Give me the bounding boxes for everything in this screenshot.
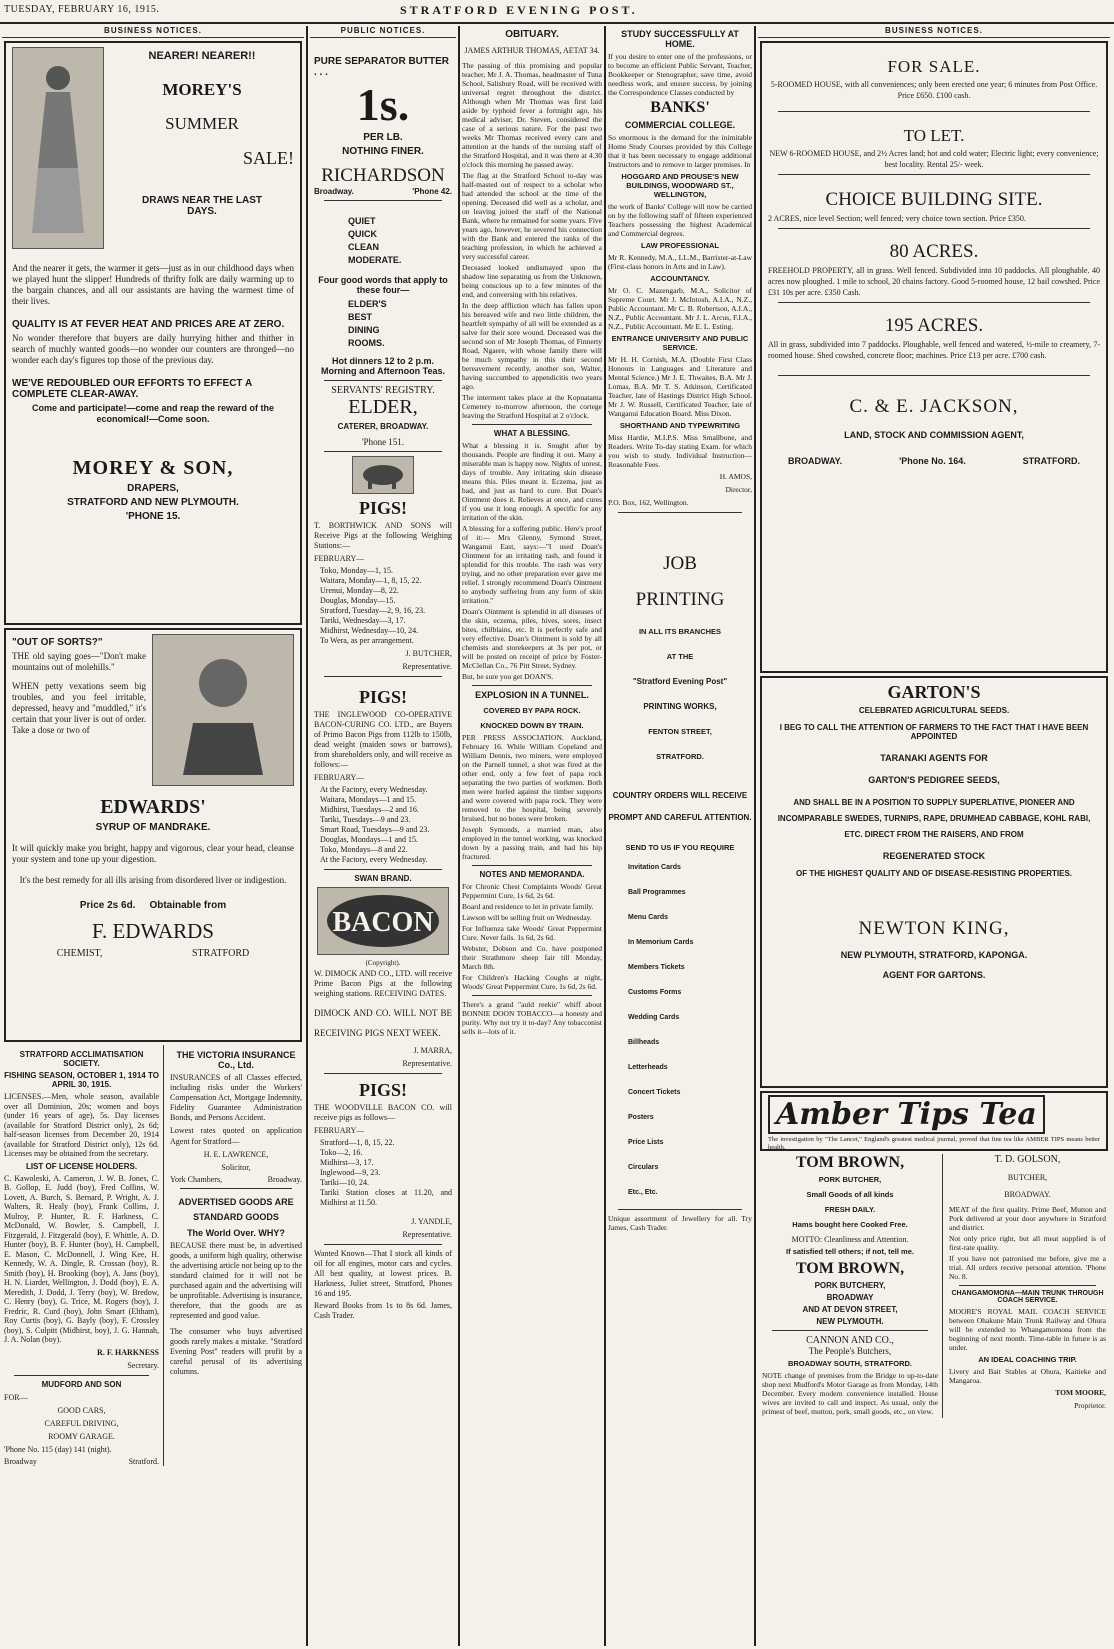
morey-draws: DRAWS NEAR THE LAST DAYS. — [142, 195, 262, 217]
column-divider — [306, 26, 308, 1646]
job-item: In Memorium Cards — [628, 939, 694, 946]
jackson-address-2: STRATFORD. — [1022, 456, 1080, 466]
study-address: P.O. Box, 162, Wellington. — [608, 498, 689, 507]
golson-heading: T. D. GOLSON, — [994, 1154, 1061, 1165]
elder-hot-dinners: Hot dinners 12 to 2 p.m. Morning and Afternoon Teas. — [321, 356, 445, 376]
borthwick-signatory: J. BUTCHER, — [405, 649, 452, 658]
schedule-row: Toko, Monday—1, 15. — [320, 566, 393, 575]
inglewood-schedule — [314, 785, 452, 865]
mudford-line-2: CAREFUL DRIVING, — [44, 1418, 119, 1428]
banks-name: BANKS' — [650, 99, 710, 116]
schedule-row: Inglewood—9, 23. — [320, 1168, 381, 1177]
to-let-heading: TO LET. — [903, 126, 965, 145]
mudford-line-1: GOOD CARS, — [57, 1405, 106, 1415]
schedule-row: Toko—2, 16. — [320, 1148, 363, 1157]
newton-king-agent: AGENT FOR GARTONS. — [882, 970, 986, 980]
study-new-buildings: HOGGARD AND PROUSE'S NEW BUILDINGS, WOODWARD ST., WELLINGTON, — [621, 172, 739, 199]
accountancy-staff: Mr O. C. Mazengarb, M.A., Solicitor of Supreme Court. Mr J. McIntosh, A.I.A., N.Z., Public Accountant. Mr C. B. Robertson, A.I.A., N.Z., Public Accountant. Mr J. L. Arcus, F.I.A., N.Z., Public Accountant. Mr E. L. Esting. — [608, 286, 752, 331]
garton-advert — [760, 676, 1108, 1088]
morey-firm: MOREY & SON, — [72, 457, 234, 479]
job-item: Ball Programmes — [628, 889, 686, 896]
elder-qualities — [314, 215, 452, 267]
coach-signatory: TOM MOORE, — [1055, 1388, 1106, 1397]
coach-role: Proprietor. — [1074, 1401, 1106, 1410]
edwards-paragraph-1: THE old saying goes—"Don't make mountains out of molehills." — [12, 651, 146, 672]
morey-title-3: SALE! — [243, 148, 294, 168]
section-header: PUBLIC NOTICES. — [310, 26, 456, 38]
elder-rooms-line: ELDER'S — [348, 299, 387, 309]
tom-brown-trade: PORK BUTCHER, — [818, 1175, 882, 1184]
schedule-row: Urenui, Monday—8, 22. — [320, 586, 399, 595]
schedule-row: At the Factory, every Wednesday. — [320, 785, 428, 794]
column-public-notices — [310, 26, 456, 1646]
column-divider — [604, 26, 606, 1646]
amber-tips-advert — [760, 1091, 1108, 1151]
pigs-heading-2: PIGS! — [358, 687, 407, 707]
victoria-address-2: Broadway. — [267, 1175, 302, 1184]
study-signatory: H. AMOS, — [719, 472, 752, 481]
victoria-agent: H. E. LAWRENCE, — [203, 1150, 269, 1159]
schedule-row: Tariki—10, 24. — [320, 1178, 369, 1187]
advertised-goods-paragraph-2: The consumer who buys advertised goods rarely makes a mistake. "Stratford Evening Post" readers will profit by a careful perusal of its advertising columns. — [170, 1327, 302, 1376]
edwards-tag: "OUT OF SORTS?" — [12, 637, 103, 648]
edwards-town: STRATFORD — [191, 948, 250, 959]
woodville-signatory: J. YANDLE, — [411, 1217, 452, 1226]
bacon-copyright: (Copyright). — [365, 959, 401, 967]
victoria-paragraph-2: Lowest rates quoted on application Agent for Stratford— — [170, 1126, 302, 1146]
edwards-paragraph-4: It's the best remedy for all ills arising from disordered liver or indigestion. — [19, 875, 287, 885]
obituary-paragraph-4: In the deep affliction which has fallen upon his bereaved wife and two little children, the heartfelt sympathy of all will be extended as a salve for their sore wound. Deceased was the second son of Mr Joseph Thomas, of Finnerty Road, Ngaere, with whose family there will be much sympathy in this their second bereavement recently, another son, Walter, having succumbed to appendicitis two years ago. — [462, 301, 602, 391]
victoria-address-1: York Chambers, — [170, 1175, 223, 1184]
blessing-paragraph-1: What a blessing it is. Sought after by thousands. People are finding it out. Many a miserable man is happy now. Nights of unrest, days of trouble. Any irritating skin disease means this. Piles meant it. Eczema, just as bad, and just as hard to cure. But Doan's Ointment does it. Relieves at once, and cures if you use it long enough. A specific for any irritation of the skin. — [462, 441, 602, 522]
schedule-row: Tariki Station closes at 11.20, and Midhirst at 11.50. — [320, 1188, 452, 1207]
schedule-row: Smart Road, Tuesdays—9 and 23. — [320, 825, 430, 834]
morey-title-2: SUMMER — [165, 114, 239, 133]
job-item: Circulars — [628, 1164, 659, 1171]
woman-illustration — [12, 47, 104, 249]
morey-tag: NEARER! NEARER!! — [148, 50, 256, 62]
job-line-1: IN ALL ITS BRANCHES — [638, 627, 722, 636]
butter-finer: NOTHING FINER. — [342, 146, 424, 157]
tunnel-subheading-2: KNOCKED DOWN BY TRAIN. — [480, 721, 584, 730]
job-heading: JOB — [663, 553, 697, 574]
jackson-trade: LAND, STOCK AND COMMISSION AGENT, — [844, 430, 1024, 440]
wanted-known: Wanted Known—That I stock all kinds of oil for all engines, motor cars and cycles. All best quality, at lowest prices. B. Harkness, Juliet street, Stratford, Phones 16 and 195. — [314, 1249, 452, 1298]
servants-registry: SERVANTS' REGISTRY. — [331, 385, 435, 396]
newton-king: NEWTON KING, — [858, 918, 1010, 939]
study-heading: STUDY SUCCESSFULLY AT HOME. — [621, 29, 739, 49]
job-line-2: AT THE — [666, 652, 694, 661]
morey-trade: DRAPERS, — [127, 483, 179, 494]
schedule-row: Waitara, Monday—1, 8, 15, 22. — [320, 576, 422, 585]
garton-subheading: CELEBRATED AGRICULTURAL SEEDS. — [858, 706, 1010, 715]
job-item: Members Tickets — [628, 964, 685, 971]
golson-paragraph-2: Not only price right, but all meat supplied is of first-rate quality. — [949, 1234, 1106, 1252]
schedule-row: Douglas, Monday—15. — [320, 596, 396, 605]
acclimatisation-signatory: R. F. HARKNESS — [97, 1347, 159, 1357]
inglewood-month: FEBRUARY— — [314, 773, 365, 782]
to-let-text: NEW 6-ROOMED HOUSE, and 2½ Acres land; hot and cold water; Electric light; every convenience; best locality. Rental 25/- week. — [769, 149, 1099, 169]
woodville-role: Representative. — [402, 1230, 452, 1239]
elder-rooms-line: ROOMS. — [348, 338, 385, 348]
notes-paragraph-7: There's a grand "auld reekie" whiff about BONNIE DOON TOBACCO—a honesty and purity. Why not try it to-day? Any tobacconist sells it—lots of it. — [462, 1000, 602, 1036]
bacon-pig-logo — [317, 887, 449, 955]
reward-books: Reward Books from 1s to 8s 6d. James, Cash Trader. — [314, 1301, 452, 1320]
job-item: Posters — [628, 1114, 654, 1121]
tom-brown-heading-2: TOM BROWN, — [795, 1260, 905, 1277]
bacon-word: BACON — [332, 907, 434, 938]
job-line-6: STRATFORD. — [656, 752, 704, 761]
victoria-heading: THE VICTORIA INSURANCE Co., Ltd. — [176, 1050, 296, 1070]
mudford-for: FOR— — [4, 1392, 28, 1402]
study-role: Director, — [725, 485, 752, 494]
pigs-heading-3: PIGS! — [358, 1080, 407, 1100]
issue-date: TUESDAY, FEBRUARY 16, 1915. — [4, 4, 160, 15]
license-holders-heading: LIST OF LICENSE HOLDERS. — [25, 1161, 138, 1171]
tunnel-heading: EXPLOSION IN A TUNNEL. — [475, 690, 589, 700]
edwards-price: Price 2s 6d. — [79, 900, 136, 911]
accountancy-heading: ACCOUNTANCY. — [650, 274, 710, 283]
elder-rooms-line: DINING — [348, 325, 380, 335]
tom-brown-heading: TOM BROWN, — [795, 1154, 905, 1171]
richardson-name: RICHARDSON — [321, 165, 445, 186]
morey-paragraph-2: No wonder therefore that buyers are daily hurrying hither and thither in search of muchly wanted goods—no wonder our counters are thronged—no wonder each day's figures top those of the previous day. — [12, 333, 294, 365]
tunnel-subheading-1: COVERED BY PAPA ROCK. — [483, 706, 581, 715]
amber-tips-logo: Amber Tips Tea — [768, 1095, 1045, 1134]
elder-rooms-line: BEST — [348, 312, 373, 322]
garton-pedigree: GARTON'S PEDIGREE SEEDS, — [868, 775, 1000, 785]
borthwick-month: FEBRUARY— — [314, 554, 365, 563]
morey-paragraph-3: Come and participate!—come and reap the reward of the economical!—Come soon. — [31, 403, 275, 424]
notes-paragraph-2: Board and residence to let in private family. — [462, 902, 594, 911]
advertised-goods-heading: ADVERTISED GOODS ARE STANDARD GOODS — [178, 1197, 294, 1222]
column-business-notices-left — [2, 26, 304, 1646]
tom-brown-line-1: Small Goods of all kinds — [806, 1190, 894, 1199]
morey-title-1: MOREY'S — [162, 80, 242, 99]
license-holders-list: C. Kawoleski, A. Cameron, J. W. B. Jones, C. B. Gollop, E. Judd (boy), Fred Collins, W. Lovett, A. Burch, S. Bernard, P. Wright, A. J. Walters, R. Healy (boy), Frank Collins, J. Mulroy, P. Hunter, R. F. Harkness, C. McDonald, W. Bowler, S. Campbell, J. Fitzgerald, J. Fitzgerald (boy), F. Whittle, A. D. Hunter (boy), B. F. Hunter (boy), H. Campbell, E. Mason, C. McDonnell, J. Wing Kee, H. Kennedy, W. A. Dingle, R. Crossan (boy), R. Smith (boy), H. Brooking (boy), A. Jans (boy), H. N. Liardet, Wellington, J. Dodd (boy), E. A. Meredith, J. Dodd, J. Terry (boy), W. Bredow, C. Henry (boy), G. Trice, M. Rogers (boy), J. Fredric, R. Curd (boy), John Smart (Eltham), Roy Curtis (boy), G. Bayly (boy), F. Crossley (boy), S. Culpitt (Midhirst, boy), J. G. Hannah, J. A. Nolan (boy). — [4, 1173, 159, 1344]
inglewood-intro: THE INGLEWOOD CO-OPERATIVE BACON-CURING CO. LTD., are Buyers of Primo Bacon Pigs from 112lb to 150lb, dead weight (maiden sows or barrows), from shareholders only, and will receive as follows:— — [314, 710, 452, 769]
schedule-row: Toko, Mondays—8 and 22. — [320, 845, 408, 854]
blessing-paragraph-3: Doan's Ointment is splendid in all diseases of the skin, eczema, piles, hives, sores, insect bites, chilblains, etc. It is perfectly safe and very effective. Doan's Ointment is sold by all chemists and storekeepers at 3s per pot, or will be posted on receipt of price by Foster-McClellan Co., 76 Pitt Street, Sydney. — [462, 607, 602, 670]
tom-brown-line-2: FRESH DAILY. — [824, 1205, 876, 1214]
borthwick-intro: T. BORTHWICK AND SONS will Receive Pigs at the following Weighing Stations:— — [314, 521, 452, 550]
garton-regenerated: REGENERATED STOCK — [882, 851, 986, 861]
schedule-row: Tariki, Tuesdays—9 and 23. — [320, 815, 411, 824]
eighty-acres-text: FREEHOLD PROPERTY, all in grass. Well fenced. Subdivided into 10 paddocks. All ploughable. 40 acres now ploughed. 1 mile to school, 20 chains factory. Good 5-roomed house, 12 bail cowshed. Price £31 10s per acre. £350 Cash. — [768, 266, 1100, 297]
jackson-address-1: BROADWAY. — [788, 456, 843, 466]
amber-tips-line: The investigation by "The Lancet," England's greatest medical journal, proved that fine tea like AMBER TIPS means better health. — [768, 1136, 1100, 1151]
edwards-name: EDWARDS' — [100, 796, 206, 818]
schedule-row: Midhirst—3, 17. — [320, 1158, 374, 1167]
job-item: Price Lists — [628, 1139, 664, 1146]
morey-heading-2: QUALITY IS AT FEVER HEAT AND PRICES ARE AT ZERO. — [12, 319, 285, 330]
garton-heading: GARTON'S — [887, 682, 981, 702]
morey-advert — [4, 41, 302, 625]
edwards-paragraph-2: WHEN petty vexations seem big troubles, and you feel irritable, depressed, heavy and "muddled," it's certain that your liver is out of order. Take a dose or two of — [12, 681, 146, 735]
shorthand-staff: Miss Hardie, M.I.P.S. Miss Smallbone, and Readers. Write To-day stating Exam. for which you wish to study. Individual Instruction—Reasonable Fees. — [608, 433, 752, 469]
edwards-product: SYRUP OF MANDRAKE. — [95, 822, 211, 833]
mudford-phone: 'Phone No. 115 (day) 141 (night). — [4, 1444, 112, 1454]
building-site-heading: CHOICE BUILDING SITE. — [825, 189, 1043, 210]
tom-brown-address-2: AND AT DEVON STREET, — [802, 1305, 898, 1314]
mudford-address-1: Broadway — [4, 1456, 37, 1466]
dimock-signatory: J. MARRA, — [413, 1046, 452, 1055]
cannon-subheading: The People's Butchers, — [808, 1346, 892, 1356]
edwards-paragraph-3: It will quickly make you bright, happy and vigorous, clear your head, cleanse your system and tone up your digestion. — [12, 843, 294, 864]
law-staff: Mr R. Kennedy, M.A., LL.M., Barrister-at-Law (First-class honors in Arts and in Law). — [608, 253, 752, 271]
banks-college: COMMERCIAL COLLEGE. — [624, 120, 736, 130]
golson-trade: BUTCHER, — [1007, 1173, 1048, 1182]
section-header: BUSINESS NOTICES. — [758, 26, 1110, 38]
morey-heading-3: WE'VE REDOUBLED OUR EFFORTS TO EFFECT A COMPLETE CLEAR-AWAY. — [12, 378, 252, 400]
newspaper-title: STRATFORD EVENING POST. — [400, 3, 638, 17]
eighty-acres-heading: 80 ACRES. — [889, 241, 979, 262]
notes-paragraph-1: For Chronic Chest Complaints Woods' Great Peppermint Cure, 1s 6d, 2s 6d. — [462, 882, 602, 900]
hundred-ninety-five-acres-heading: 195 ACRES. — [884, 315, 984, 336]
column-business-notices-right — [758, 26, 1110, 1646]
dimock-intro: W. DIMOCK AND CO., LTD. will receive Prime Bacon Pigs at the following weighing stations. RECEIVING DATES. — [314, 969, 452, 998]
obituary-subheading: JAMES ARTHUR THOMAS, AETAT 34. — [464, 46, 600, 55]
borthwick-role: Representative. — [402, 662, 452, 671]
job-item: Invitation Cards — [628, 864, 681, 871]
job-item: Concert Tickets — [628, 1089, 681, 1096]
elder-four-words: Four good words that apply to these four— — [318, 275, 448, 295]
tunnel-paragraph-2: Joseph Symonds, a married man, also employed in the tunnel working, was knocked down by a passing train, and had his hip fractured. — [462, 825, 602, 861]
study-paragraph-3: the work of Banks' College will now be carried on by the following staff of fifteen experienced Teachers possessing the highest Academical and Commercial degrees. — [608, 202, 752, 238]
job-line-8: SEND TO US IF YOU REQUIRE — [625, 843, 735, 852]
mudford-address-2: Stratford. — [128, 1456, 159, 1466]
mudford-line-3: ROOMY GARAGE. — [48, 1431, 115, 1441]
schedule-row: Midhirst, Tuesdays—2 and 16. — [320, 805, 419, 814]
jackson-advert — [760, 41, 1108, 673]
man-portrait-illustration — [152, 634, 294, 786]
swan-brand: SWAN BRAND. — [354, 874, 412, 883]
study-paragraph-1: If you desire to enter one of the professions, or to become an efficient Public Servant, Teacher, Bookkeeper or Stenographer, save time, avoid needless work, and ensure success, by joining the Correspondence Classes conducted by — [608, 52, 752, 97]
notes-paragraph-5: Webster, Dobson and Co. have postponed their Strathmore sheep fair till Monday, March 8th. — [462, 944, 602, 971]
tom-brown-address-3: NEW PLYMOUTH. — [816, 1317, 884, 1326]
woodville-schedule — [314, 1138, 452, 1208]
obituary-paragraph-5: The interment takes place at the Kopuatama Cemetery to-morrow afternoon, the cortege leaving the Stratford Hospital at 2 o'clock. — [462, 393, 602, 420]
tom-brown-butchery: PORK BUTCHERY, — [814, 1281, 886, 1290]
elder-quality: MODERATE. — [348, 255, 402, 265]
notes-paragraph-4: For Influenza take Woods' Great Peppermint Cure. Never fails. 1s 6d, 2s 6d. — [462, 924, 602, 942]
job-items-list — [608, 855, 752, 1205]
job-item: Wedding Cards — [628, 1014, 680, 1021]
elder-name: ELDER, — [348, 396, 418, 418]
richardson-phone: 'Phone 42. — [412, 187, 452, 196]
column-news — [462, 26, 602, 1646]
tom-brown-motto: MOTTO: Cleanliness and Attention. — [791, 1235, 909, 1244]
cannon-paragraph: NOTE change of premises from the Bridge to up-to-date shop next Mudford's Motor Garage as from Monday, 14th December. Every modern convenience installed. House wives are invited to call and inspect. As usual, only the primest of beef, mutton, pork, small goods, etc., on view. — [762, 1371, 938, 1416]
cannon-address: BROADWAY SOUTH, STRATFORD. — [787, 1359, 913, 1368]
job-line-5: FENTON STREET, — [648, 727, 712, 736]
tom-brown-address-1: BROADWAY — [826, 1293, 874, 1302]
job-item: Etc., Etc. — [628, 1189, 658, 1196]
garton-agents: TARANAKI AGENTS FOR — [880, 753, 988, 763]
elder-trade: CATERER, BROADWAY. — [337, 422, 429, 431]
printing-heading: PRINTING — [635, 589, 725, 610]
morey-phone: 'PHONE 15. — [125, 511, 181, 522]
pig-icon — [352, 456, 414, 494]
elder-quality: QUICK — [348, 229, 377, 239]
victoria-paragraph-1: INSURANCES of all Classes effected, including risks under the Workers' Compensation Act, Mortgage Indemnity, Fidelity Guarantee Administration Bonds, and Persons Accident. — [170, 1073, 302, 1122]
garton-paragraph-2: AND SHALL BE IN A POSITION TO SUPPLY SUPERLATIVE, PIONEER AND INCOMPARABLE SWEDES, TURNIPS, RAPE, DRUMHEAD CABBAGE, KOHL RABI, ETC. DIRECT FROM THE RAISERS, AND FROM — [777, 798, 1091, 839]
tom-brown-line-3: Hams bought here Cooked Free. — [792, 1220, 908, 1229]
woodville-month: FEBRUARY— — [314, 1126, 365, 1135]
blessing-heading: WHAT A BLESSING. — [493, 429, 571, 438]
entrance-staff: Mr H. H. Cornish, M.A. (Double First Class Honours in Languages and Literature and Mental Science.) Mr J. E. Thwaites, B.A. Mr J. Lomas, B.A. Mr T. S. Atkinson, Certificated Teacher, late of Hastings District High School. Mr J. W. Russell, Certificated Teacher, late of Wanganui Education Board. Miss Dixon. — [608, 355, 752, 418]
newton-king-places: NEW PLYMOUTH, STRATFORD, KAPONGA. — [840, 950, 1028, 960]
job-item: Menu Cards — [628, 914, 669, 921]
morey-paragraph-1: And the nearer it gets, the warmer it gets—just as in our childhood days when we played hunt the slipper! Hundreds of thrifty folk are daily warming up to the bargain chances, and all our assistants are having the warmest time of their lives. — [12, 263, 294, 306]
for-sale-heading: FOR SALE. — [887, 57, 981, 76]
butter-per: PER LB. — [363, 132, 403, 143]
fishing-season: FISHING SEASON, OCTOBER 1, 1914 TO APRIL 30, 1915. — [4, 1071, 159, 1089]
elder-rooms-list — [314, 298, 452, 350]
notes-heading: NOTES AND MEMORANDA. — [479, 870, 585, 879]
schedule-row: Tariki, Wednesday—3, 17. — [320, 616, 406, 625]
obituary-heading: OBITUARY. — [505, 29, 559, 40]
coach-paragraph-2: Livery and Bait Stables at Ohura, Kaitieke and Mangaroa. — [949, 1367, 1106, 1385]
section-header: BUSINESS NOTICES. — [2, 26, 304, 38]
job-line-3: "Stratford Evening Post" — [632, 677, 728, 686]
masthead — [0, 0, 1114, 24]
richardson-address: Broadway. — [314, 187, 354, 196]
edwards-advert — [4, 628, 302, 1042]
obituary-paragraph-3: Deceased looked undismayed upon the shadow line separating us from the Unknown, being conscious up to a few minutes of the end, and conversing with his relatives. — [462, 263, 602, 299]
dimock-role: Representative. — [402, 1059, 452, 1068]
licenses-text: LICENSES.—Men, whole season, available over all Dominion, 20s; women and boys (under 16 years of age), 5s. Day licenses (available for Stratford District only), 2s 6d; half-season licenses from December 20, 1914 (available for Stratford District only), 12s 6d. Licenses may be obtained from the secretary. — [4, 1092, 159, 1158]
job-item: Customs Forms — [628, 989, 682, 996]
study-paragraph-2: So enormous is the demand for the inimitable Home Study Courses provided by this College that it has been necessary to engage additional Instructors and to remove to larger premises. In — [608, 133, 752, 169]
advertised-goods-paragraph-1: BECAUSE there must be, in advertised goods, a uniform high quality, otherwise the advertising article not being up to the standard claimed for it will not be purchased again and the advertising will be unprofitable. Advertising is insurance, therefore, that the goods are as represented and good value. — [170, 1241, 302, 1320]
dimock-notice: DIMOCK AND CO. WILL NOT BE RECEIVING PIGS NEXT WEEK. — [314, 1008, 452, 1038]
golson-address: BROADWAY. — [1004, 1190, 1051, 1199]
column-study-job-printing — [608, 26, 752, 1646]
cannon-heading: CANNON AND CO., — [806, 1335, 894, 1346]
jackson-phone: 'Phone No. 164. — [899, 456, 966, 466]
butter-line: PURE SEPARATOR BUTTER . . . — [314, 56, 450, 78]
job-line-4: PRINTING WORKS, — [643, 702, 717, 711]
pigs-heading-1: PIGS! — [358, 498, 407, 518]
advertised-goods-subheading: The World Over. WHY? — [187, 1228, 285, 1238]
schedule-row: Stratford, Tuesday—2, 9, 16, 23. — [320, 606, 426, 615]
edwards-obtain: Obtainable from — [149, 900, 227, 911]
job-line-7: COUNTRY ORDERS WILL RECEIVE PROMPT AND CAREFUL ATTENTION. — [608, 791, 752, 822]
woodville-intro: THE WOODVILLE BACON CO. will receive pigs as follows— — [314, 1103, 452, 1122]
tom-brown-line-4: If satisfied tell others; if not, tell me. — [786, 1247, 914, 1256]
acclimatisation-heading: STRATFORD ACCLIMATISATION SOCIETY. — [19, 1050, 144, 1068]
golson-paragraph-3: If you have not patronised me before, give me a trial. All orders receive personal attention. 'Phone No. 8. — [949, 1254, 1106, 1281]
borthwick-schedule — [314, 566, 452, 646]
notes-paragraph-6: For Children's Hacking Coughs at night, Woods' Great Peppermint Cure, 1s 6d, 2s 6d. — [462, 973, 602, 991]
schedule-row: Stratford—1, 8, 15, 22. — [320, 1138, 395, 1147]
for-sale-text: 5-ROOMED HOUSE, with all conveniences; only been erected one year; 6 minutes from Post Office. Price £650. £100 cash. — [770, 80, 1098, 100]
mudford-heading: MUDFORD AND SON — [41, 1379, 122, 1389]
job-item: Billheads — [628, 1039, 660, 1046]
blessing-paragraph-4: But, be sure you get DOAN'S. — [462, 672, 554, 681]
obituary-paragraph-2: The flag at the Stratford School to-day was half-masted out of respect to a scholar who had attended the school at the time of the opening. Deceased did well as a scholar, and on leaving joined the staff of the National Bank, where he remained for some years. Five years ago, however, he severed his connection with the Bank and entered the ranks of the teaching profession, in which he achieved a very successful career. — [462, 171, 602, 261]
shorthand-heading: SHORTHAND AND TYPEWRITING — [619, 421, 741, 430]
elder-phone: 'Phone 151. — [361, 437, 405, 447]
garton-paragraph-1: I BEG TO CALL THE ATTENTION OF FARMERS TO THE FACT THAT I HAVE BEEN APPOINTED — [779, 723, 1089, 741]
schedule-row: Midhirst, Wednesday—10, 24. — [320, 626, 419, 635]
morey-place: STRATFORD AND NEW PLYMOUTH. — [67, 497, 239, 508]
victoria-role: Solicitor, — [221, 1163, 251, 1172]
james-jewellery: Unique assortment of Jewellery for all. Try James, Cash Trader. — [608, 1214, 752, 1232]
acclimatisation-role: Secretary. — [127, 1360, 159, 1370]
schedule-row: At the Factory, every Wednesday. — [320, 855, 428, 864]
building-site-text: 2 ACRES, nice level Section; well fenced; very choice town section. Price £350. — [768, 214, 1026, 223]
elder-quality: CLEAN — [348, 242, 379, 252]
entrance-heading: ENTRANCE UNIVERSITY AND PUBLIC SERVICE. — [611, 334, 749, 352]
garton-paragraph-3: OF THE HIGHEST QUALITY AND OF DISEASE-RESISTING PROPERTIES. — [795, 869, 1073, 878]
edwards-chemist-label: CHEMIST, — [56, 948, 103, 959]
column-divider — [458, 26, 460, 1646]
elder-quality: QUIET — [348, 216, 376, 226]
tunnel-paragraph-1: PER PRESS ASSOCIATION. Auckland, February 16. While William Copeland and William Dennis, two miners, were employed on the Parnell tunnel, a shot was fired at the other end, only a few feet of papa rock separating the two parties of workmen. Both men were hurled against the timber supports and were covered with papa rock. They were removed to the hospital, being severely bruised, but no bones were broken. — [462, 733, 602, 823]
obituary-paragraph-1: The passing of this promising and popular teacher, Mr J. A. Thomas, headmaster of Tuna School, Salisbury Road, will be received with universal regret throughout the district. Although when Mr Thomas was first laid aside by typhoid fever a fortnight ago, his medical adviser, Dr. Steven, considered the case of a serious nature. For the past two weeks Mr Thomas received every care and attention at the hands of the nursing staff of the Stratford Hospital, and it was there at 4.30 o'clock this morning he passed away. — [462, 61, 602, 169]
schedule-row: Douglas, Mondays—1 and 15. — [320, 835, 418, 844]
law-heading: LAW PROFESSIONAL — [641, 241, 719, 250]
coach-heading-2: AN IDEAL COACHING TRIP. — [978, 1355, 1077, 1364]
schedule-row: To Wera, as per arrangement. — [320, 636, 414, 645]
hundred-ninety-five-acres-text: All in grass, subdivided into 7 paddocks. Ploughable, well fenced and watered, ½-mile to creamery, 7-roomed house. Shed cowshed, concrete floor; machines. Price £13 per acre. £700 cash. — [768, 340, 1100, 360]
jackson-firm: C. & E. JACKSON, — [849, 396, 1019, 417]
coach-paragraph-1: MOORE'S ROYAL MAIL COACH SERVICE between Ohakune Main Trunk Railway and Ohura will be extended to Whangamomona from the beginning of next month. Time-table in future is as under. — [949, 1307, 1106, 1352]
golson-paragraph-1: MEAT of the first quality. Prime Beef, Mutton and Pork delivered at your door anywhere in Stratford and district. — [949, 1205, 1106, 1232]
job-item: Letterheads — [628, 1064, 668, 1071]
edwards-chemist: F. EDWARDS — [91, 919, 214, 943]
notes-paragraph-3: Lawson will be selling fruit on Wednesday. — [462, 913, 592, 922]
column-divider — [754, 26, 756, 1646]
butter-price: 1s. — [356, 79, 410, 130]
coach-heading: CHANGAMOMONA—MAIN TRUNK THROUGH COACH SERVICE. — [951, 1290, 1104, 1304]
blessing-paragraph-2: A blessing for a suffering public. Here's proof of it:— Mrs Glenny, Symond Street, Wanganui East, says:—"I used Doan's Ointment for an irritating rash, and found it splendid for this trouble. The rash was very trying, and no other preparation ever gave me relief. I strongly recommend Doan's Ointment to anybody suffering from any form of skin irritation." — [462, 524, 602, 605]
schedule-row: Waitara, Mondays—1 and 15. — [320, 795, 416, 804]
